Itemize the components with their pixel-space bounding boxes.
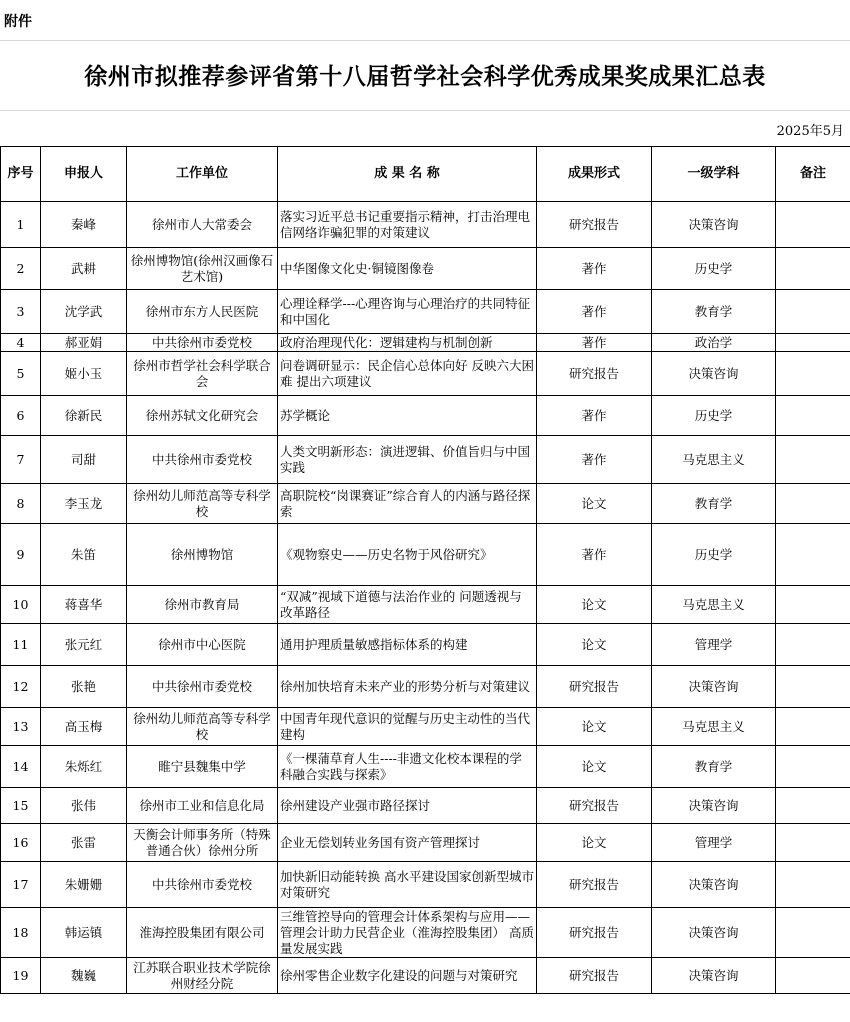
table-row xyxy=(1,624,850,666)
cell-remark xyxy=(776,484,850,524)
cell-applicant: 高玉梅 xyxy=(41,708,127,746)
cell-seq: 1 xyxy=(1,202,41,248)
cell-applicant: 秦峰 xyxy=(41,202,127,248)
cell-applicant: 张元红 xyxy=(41,624,127,666)
cell-work: 《观物察史——历史名物于风俗研究》 xyxy=(278,524,537,586)
cell-work: 通用护理质量敏感指标体系的构建 xyxy=(278,624,537,666)
cell-remark xyxy=(776,862,850,908)
table-row xyxy=(1,958,850,994)
cell-discipline: 决策咨询 xyxy=(652,788,776,824)
cell-unit: 中共徐州市委党校 xyxy=(127,862,278,908)
table-row xyxy=(1,524,850,586)
cell-applicant: 武耕 xyxy=(41,248,127,290)
cell-seq: 3 xyxy=(1,290,41,334)
cell-remark xyxy=(776,290,850,334)
table-row xyxy=(1,248,850,290)
cell-remark xyxy=(776,908,850,958)
cell-form: 研究报告 xyxy=(537,908,652,958)
cell-applicant: 沈学武 xyxy=(41,290,127,334)
cell-seq: 6 xyxy=(1,396,41,436)
cell-discipline: 教育学 xyxy=(652,484,776,524)
cell-applicant: 姬小玉 xyxy=(41,352,127,396)
cell-work: “双减”视域下道德与法治作业的 问题透视与改革路径 xyxy=(278,586,537,624)
cell-unit: 中共徐州市委党校 xyxy=(127,666,278,708)
cell-discipline: 管理学 xyxy=(652,824,776,862)
cell-unit: 徐州幼儿师范高等专科学校 xyxy=(127,708,278,746)
header-applicant: 申报人 xyxy=(41,147,127,202)
cell-discipline: 决策咨询 xyxy=(652,862,776,908)
cell-discipline: 教育学 xyxy=(652,746,776,788)
cell-applicant: 朱烁红 xyxy=(41,746,127,788)
cell-applicant: 李玉龙 xyxy=(41,484,127,524)
cell-discipline: 决策咨询 xyxy=(652,666,776,708)
cell-discipline: 决策咨询 xyxy=(652,352,776,396)
cell-remark xyxy=(776,396,850,436)
cell-seq: 16 xyxy=(1,824,41,862)
cell-work: 苏学概论 xyxy=(278,396,537,436)
cell-discipline: 历史学 xyxy=(652,524,776,586)
cell-work: 人类文明新形态：演进逻辑、价值旨归与中国实践 xyxy=(278,436,537,484)
table-row xyxy=(1,746,850,788)
cell-applicant: 朱姗姗 xyxy=(41,862,127,908)
cell-seq: 5 xyxy=(1,352,41,396)
cell-remark xyxy=(776,334,850,352)
cell-seq: 17 xyxy=(1,862,41,908)
cell-seq: 7 xyxy=(1,436,41,484)
cell-remark xyxy=(776,746,850,788)
table-row xyxy=(1,396,850,436)
cell-remark xyxy=(776,352,850,396)
cell-seq: 11 xyxy=(1,624,41,666)
cell-remark xyxy=(776,524,850,586)
cell-remark xyxy=(776,666,850,708)
cell-unit: 睢宁县魏集中学 xyxy=(127,746,278,788)
cell-unit: 徐州市人大常委会 xyxy=(127,202,278,248)
cell-work: 三维管控导向的管理会计体系架构与应用——管理会计助力民营企业（淮海控股集团） 高质量发展实践 xyxy=(278,908,537,958)
cell-discipline: 马克思主义 xyxy=(652,586,776,624)
cell-unit: 淮海控股集团有限公司 xyxy=(127,908,278,958)
cell-unit: 徐州博物馆 xyxy=(127,524,278,586)
table-header-row xyxy=(1,147,850,202)
cell-remark xyxy=(776,248,850,290)
cell-remark xyxy=(776,824,850,862)
cell-remark xyxy=(776,586,850,624)
cell-unit: 徐州博物馆(徐州汉画像石艺术馆) xyxy=(127,248,278,290)
cell-applicant: 张伟 xyxy=(41,788,127,824)
table-row xyxy=(1,788,850,824)
cell-work: 落实习近平总书记重要指示精神，打击治理电信网络诈骗犯罪的对策建议 xyxy=(278,202,537,248)
cell-discipline: 管理学 xyxy=(652,624,776,666)
cell-seq: 13 xyxy=(1,708,41,746)
header-form: 成果形式 xyxy=(537,147,652,202)
results-table xyxy=(0,146,850,994)
cell-form: 研究报告 xyxy=(537,862,652,908)
cell-work: 高职院校“岗课赛证”综合育人的内涵与路径探索 xyxy=(278,484,537,524)
cell-remark xyxy=(776,958,850,994)
cell-seq: 12 xyxy=(1,666,41,708)
cell-form: 论文 xyxy=(537,708,652,746)
cell-form: 论文 xyxy=(537,484,652,524)
cell-applicant: 蒋喜华 xyxy=(41,586,127,624)
cell-seq: 2 xyxy=(1,248,41,290)
cell-discipline: 历史学 xyxy=(652,248,776,290)
cell-applicant: 朱笛 xyxy=(41,524,127,586)
table-row xyxy=(1,290,850,334)
header-discipline: 一级学科 xyxy=(652,147,776,202)
cell-unit: 中共徐州市委党校 xyxy=(127,334,278,352)
header-work: 成 果 名 称 xyxy=(278,147,537,202)
cell-applicant: 韩运镇 xyxy=(41,908,127,958)
cell-discipline: 教育学 xyxy=(652,290,776,334)
header-unit: 工作单位 xyxy=(127,147,278,202)
table-row xyxy=(1,908,850,958)
table-row xyxy=(1,824,850,862)
cell-remark xyxy=(776,708,850,746)
cell-form: 著作 xyxy=(537,436,652,484)
cell-remark xyxy=(776,202,850,248)
report-date: 2025年5月 xyxy=(776,124,844,139)
cell-work: 徐州加快培育未来产业的形势分析与对策建议 xyxy=(278,666,537,708)
cell-form: 著作 xyxy=(537,524,652,586)
cell-form: 著作 xyxy=(537,290,652,334)
cell-applicant: 张艳 xyxy=(41,666,127,708)
cell-form: 论文 xyxy=(537,586,652,624)
cell-seq: 10 xyxy=(1,586,41,624)
cell-seq: 18 xyxy=(1,908,41,958)
cell-form: 论文 xyxy=(537,746,652,788)
cell-unit: 徐州市教育局 xyxy=(127,586,278,624)
row-divider xyxy=(0,40,850,41)
cell-seq: 15 xyxy=(1,788,41,824)
cell-work: 问卷调研显示：民企信心总体向好 反映六大困难 提出六项建议 xyxy=(278,352,537,396)
table-row xyxy=(1,862,850,908)
table-row xyxy=(1,666,850,708)
cell-seq: 9 xyxy=(1,524,41,586)
cell-form: 著作 xyxy=(537,334,652,352)
cell-form: 研究报告 xyxy=(537,788,652,824)
cell-applicant: 郝亚娟 xyxy=(41,334,127,352)
cell-unit: 徐州苏轼文化研究会 xyxy=(127,396,278,436)
cell-remark xyxy=(776,436,850,484)
cell-work: 政府治理现代化：逻辑建构与机制创新 xyxy=(278,334,537,352)
cell-form: 研究报告 xyxy=(537,958,652,994)
cell-applicant: 魏巍 xyxy=(41,958,127,994)
attachment-label: 附件 xyxy=(4,14,32,30)
cell-unit: 徐州市工业和信息化局 xyxy=(127,788,278,824)
cell-work: 企业无偿划转业务国有资产管理探讨 xyxy=(278,824,537,862)
cell-seq: 14 xyxy=(1,746,41,788)
row-divider xyxy=(0,110,850,111)
cell-work: 加快新旧动能转换 高水平建设国家创新型城市对策研究 xyxy=(278,862,537,908)
cell-unit: 徐州幼儿师范高等专科学校 xyxy=(127,484,278,524)
header-seq: 序号 xyxy=(1,147,41,202)
table-row xyxy=(1,708,850,746)
cell-applicant: 徐新民 xyxy=(41,396,127,436)
cell-discipline: 决策咨询 xyxy=(652,958,776,994)
cell-discipline: 马克思主义 xyxy=(652,436,776,484)
cell-seq: 8 xyxy=(1,484,41,524)
cell-discipline: 马克思主义 xyxy=(652,708,776,746)
cell-work: 徐州建设产业强市路径探讨 xyxy=(278,788,537,824)
cell-form: 论文 xyxy=(537,824,652,862)
cell-form: 研究报告 xyxy=(537,202,652,248)
cell-unit: 天衡会计师事务所（特殊普通合伙）徐州分所 xyxy=(127,824,278,862)
cell-discipline: 决策咨询 xyxy=(652,202,776,248)
cell-unit: 中共徐州市委党校 xyxy=(127,436,278,484)
header-remark: 备注 xyxy=(776,147,850,202)
table-row xyxy=(1,352,850,396)
cell-discipline: 决策咨询 xyxy=(652,908,776,958)
cell-work: 中国青年现代意识的觉醒与历史主动性的当代建构 xyxy=(278,708,537,746)
cell-form: 研究报告 xyxy=(537,666,652,708)
cell-work: 中华图像文化史·铜镜图像卷 xyxy=(278,248,537,290)
cell-form: 著作 xyxy=(537,248,652,290)
table-row xyxy=(1,586,850,624)
cell-form: 研究报告 xyxy=(537,352,652,396)
table-row xyxy=(1,484,850,524)
cell-unit: 徐州市哲学社会科学联合会 xyxy=(127,352,278,396)
cell-applicant: 张雷 xyxy=(41,824,127,862)
cell-applicant: 司甜 xyxy=(41,436,127,484)
page-title: 徐州市拟推荐参评省第十八届哲学社会科学优秀成果奖成果汇总表 xyxy=(84,64,766,90)
table-row xyxy=(1,202,850,248)
cell-seq: 19 xyxy=(1,958,41,994)
table-row xyxy=(1,436,850,484)
cell-discipline: 政治学 xyxy=(652,334,776,352)
cell-unit: 江苏联合职业技术学院徐州财经分院 xyxy=(127,958,278,994)
cell-unit: 徐州市东方人民医院 xyxy=(127,290,278,334)
cell-seq: 4 xyxy=(1,334,41,352)
table-row xyxy=(1,334,850,352)
cell-discipline: 历史学 xyxy=(652,396,776,436)
cell-form: 著作 xyxy=(537,396,652,436)
cell-remark xyxy=(776,788,850,824)
cell-work: 徐州零售企业数字化建设的问题与对策研究 xyxy=(278,958,537,994)
cell-form: 论文 xyxy=(537,624,652,666)
cell-work: 心理诠释学---心理咨询与心理治疗的共同特征和中国化 xyxy=(278,290,537,334)
cell-remark xyxy=(776,624,850,666)
cell-unit: 徐州市中心医院 xyxy=(127,624,278,666)
cell-work: 《一棵蒲草育人生----非遗文化校本课程的学科融合实践与探索》 xyxy=(278,746,537,788)
